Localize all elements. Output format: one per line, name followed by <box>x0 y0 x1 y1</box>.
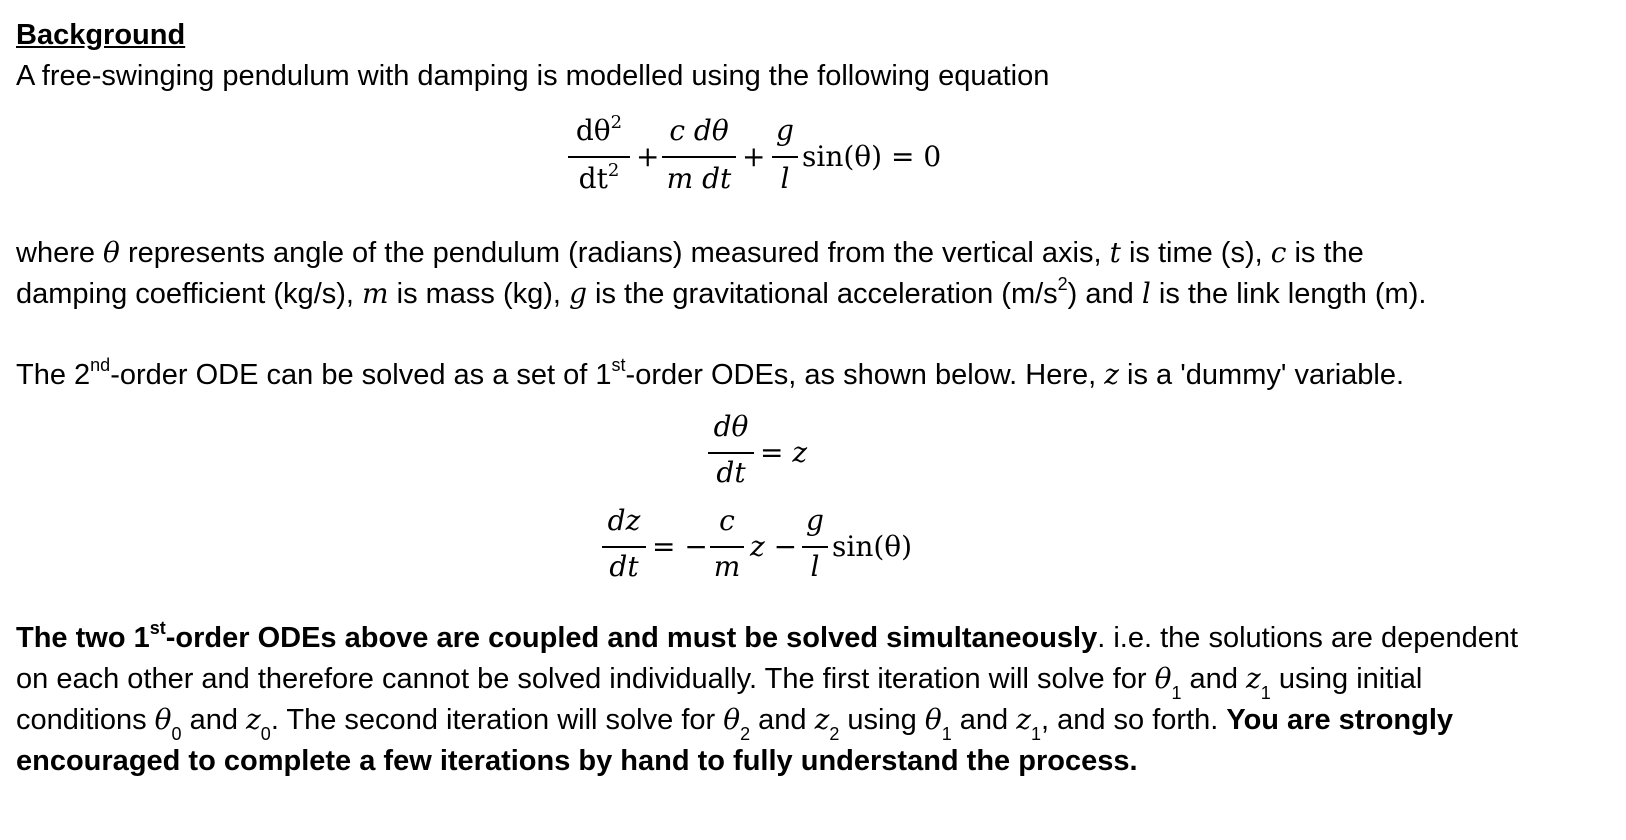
eq1-f1-den-sup: 2 <box>607 159 620 181</box>
eq3-fraction-2 <box>710 498 744 593</box>
eq3-f3-num: g <box>806 504 824 537</box>
intro-text: A free-swinging pendulum with damping is modelled using the following equation <box>16 60 1050 92</box>
eq3-lhs-fraction <box>602 498 646 593</box>
ode-intro-nd: nd <box>90 355 111 376</box>
where-text-7: is the gravitational acceleration (m/s <box>587 278 1058 310</box>
ode-intro-text-3: -order ODEs, as shown below. Here, <box>625 359 1105 391</box>
eq1-f1-num-sup: 2 <box>610 111 623 133</box>
final-theta-1b: θ <box>924 703 942 736</box>
eq3-lhs-den: dt <box>609 550 639 583</box>
final-and-1: and <box>1181 663 1246 695</box>
final-theta-1: θ <box>1154 662 1172 695</box>
final-text-2: on each other and therefore cannot be solved individually. The first iteration will solve for <box>16 663 1155 695</box>
ode-intro-st: st <box>611 355 626 376</box>
eq3-f2-num: c <box>719 504 735 537</box>
ode-intro-text-2: -order ODE can be solved as a set of 1 <box>110 359 612 391</box>
eq1-f2-num: c dθ <box>669 114 729 147</box>
eq3-f2-den: m <box>713 550 741 583</box>
final-sub-2a: 2 <box>740 723 751 744</box>
where-text-9: is the link length (m). <box>1150 278 1427 310</box>
final-line-2 <box>16 658 1423 703</box>
final-text-7: , and so forth. <box>1040 704 1227 736</box>
where-squared: 2 <box>1057 274 1068 295</box>
eq1-f3-den: l <box>780 162 790 195</box>
final-z-1b: z <box>1016 703 1031 736</box>
eq1-f1-num: dθ <box>575 114 611 147</box>
final-z-2: z <box>814 703 830 736</box>
final-and-4: and <box>951 704 1017 736</box>
final-theta-0: θ <box>154 703 172 736</box>
where-text-2: represents angle of the pendulum (radians) measured from the vertical axis, <box>119 237 1110 269</box>
eq1-f2-den: m dt <box>666 162 732 195</box>
eq1-f3-num: g <box>776 114 794 147</box>
final-text-6: using <box>839 704 925 736</box>
ode-intro-text-4: is a 'dummy' variable. <box>1119 359 1405 391</box>
eq2-num: dθ <box>713 410 749 443</box>
final-z-0: z <box>246 703 261 736</box>
eq2-den: dt <box>716 456 746 489</box>
final-z-1: z <box>1246 662 1261 695</box>
where-text-5: damping coefficient (kg/s), <box>16 278 363 310</box>
final-sub-2b: 2 <box>829 723 840 744</box>
final-text-5: . The second iteration will solve for <box>270 704 724 736</box>
eq2-rhs: = z <box>760 436 808 469</box>
final-sub-1a: 1 <box>1171 682 1182 703</box>
eq3-tail: sin(θ) <box>832 530 913 563</box>
final-theta-2: θ <box>723 703 741 736</box>
final-line-1 <box>16 617 1518 659</box>
final-bold-sup: st <box>149 618 166 639</box>
final-bold-2: -order ODEs above are coupled and must be solved simultaneously <box>165 622 1098 654</box>
final-sub-1b: 1 <box>1260 682 1271 703</box>
where-text-8: ) and <box>1067 278 1142 310</box>
final-text-1: . i.e. the solutions are dependent <box>1097 622 1519 654</box>
where-t: t <box>1109 236 1121 269</box>
eq3-lhs-num: dz <box>607 504 641 537</box>
where-theta: θ <box>103 236 120 269</box>
where-m: m <box>362 277 389 310</box>
final-and-2: and <box>181 704 247 736</box>
final-bold-4: encouraged to complete a few iterations by hand to fully understand the process. <box>16 745 1138 777</box>
where-text-3: is time (s), <box>1120 237 1271 269</box>
eq1-f1-den: dt <box>578 162 608 195</box>
ode-intro-text-1: The 2 <box>16 359 91 391</box>
eq3-equals: = − <box>652 530 708 563</box>
final-sub-0a: 0 <box>171 723 182 744</box>
where-text-6: is mass (kg), <box>388 278 570 310</box>
where-g: g <box>569 277 587 310</box>
final-sub-0b: 0 <box>260 723 271 744</box>
eq3-fraction-3 <box>802 498 828 593</box>
final-line-3 <box>16 699 1454 744</box>
final-and-3: and <box>750 704 815 736</box>
where-text-1: where <box>16 237 104 269</box>
final-bold-1: The two 1 <box>16 622 150 654</box>
eq1-plus-1: + <box>636 140 660 173</box>
eq1-plus-2: + <box>742 140 766 173</box>
final-sub-1c: 1 <box>941 723 952 744</box>
ode-intro-z: z <box>1104 358 1119 391</box>
final-text-3: using initial <box>1270 663 1423 695</box>
final-line-4 <box>16 740 1138 782</box>
final-text-4: conditions <box>16 704 155 736</box>
section-heading: Background <box>16 19 186 51</box>
eq3-f3-den: l <box>810 550 820 583</box>
where-c: c <box>1270 236 1287 269</box>
where-text-4: is the <box>1286 237 1364 269</box>
where-l: l <box>1141 277 1151 310</box>
final-sub-1d: 1 <box>1030 723 1041 744</box>
eq3-mid: z − <box>750 530 798 563</box>
final-bold-3: You are strongly <box>1226 704 1454 736</box>
eq1-tail: sin(θ) = 0 <box>802 140 942 173</box>
